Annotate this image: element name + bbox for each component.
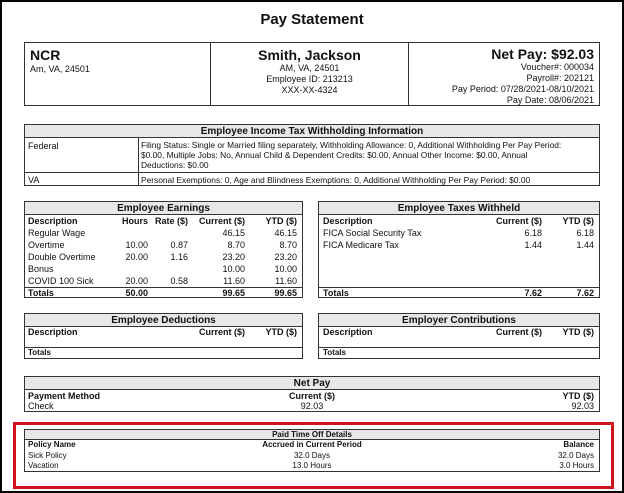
taxes-row-current: 1.44: [524, 240, 542, 250]
payroll-number: Payroll#: 202121: [526, 73, 594, 83]
net-pay-col-method: Payment Method: [28, 391, 101, 401]
earnings-totals-label: Totals: [28, 288, 54, 298]
deductions-col-description: Description: [28, 327, 78, 337]
earnings-row-current: 10.00: [222, 264, 245, 274]
earnings-row-rate: 0.58: [170, 276, 188, 286]
pto-row-accrued: 32.0 Days: [293, 451, 331, 460]
earnings-totals-current: 99.65: [222, 288, 245, 298]
taxes-header: Employee Taxes Withheld: [319, 202, 599, 215]
earnings-row-ytd: 8.70: [279, 240, 297, 250]
page-title: Pay Statement: [260, 11, 364, 28]
earnings-col-hours: Hours: [121, 216, 148, 226]
earnings-row-description: Bonus: [28, 264, 54, 274]
earnings-row-rate: 1.16: [170, 252, 188, 262]
federal-text-3: Deductions: $0.00: [141, 160, 209, 170]
taxes-col-ytd: YTD ($): [562, 216, 594, 226]
earnings-row-description: COVID 100 Sick: [28, 276, 94, 286]
earnings-col-ytd: YTD ($): [265, 216, 297, 226]
taxes-row-description: FICA Social Security Tax: [323, 228, 422, 238]
taxes-col-description: Description: [323, 216, 373, 226]
pay-period: Pay Period: 07/28/2021-08/10/2021: [451, 84, 594, 94]
net-pay-method: Check: [28, 401, 54, 411]
taxes-totals-label: Totals: [323, 288, 349, 298]
earnings-row-current: 8.70: [227, 240, 245, 250]
deductions-totals-label: Totals: [28, 348, 51, 357]
contributions-header: Employer Contributions: [319, 314, 599, 327]
earnings-row-description: Double Overtime: [28, 252, 96, 262]
net-pay-col-current: Current ($): [288, 391, 335, 401]
voucher-number: Voucher#: 000034: [520, 62, 594, 72]
earnings-totals-ytd: 99.65: [274, 288, 297, 298]
employee-address: AM, VA, 24501: [279, 63, 340, 73]
net-pay-current: 92.03: [300, 401, 324, 411]
pto-header: Paid Time Off Details: [25, 430, 599, 440]
earnings-row-current: 11.60: [223, 276, 245, 286]
earnings-row-ytd: 23.20: [274, 252, 297, 262]
pto-row-accrued: 13.0 Hours: [292, 461, 332, 470]
net-pay-col-ytd: YTD ($): [562, 391, 594, 401]
pto-row-policy: Vacation: [28, 461, 59, 470]
net-pay-ytd: 92.03: [571, 401, 594, 411]
deductions-header: Employee Deductions: [25, 314, 302, 327]
federal-label: Federal: [28, 141, 59, 151]
employee-id: Employee ID: 213213: [266, 74, 353, 84]
pto-row-balance: 32.0 Days: [557, 451, 594, 460]
earnings-totals-hours: 50.00: [125, 288, 148, 298]
taxes-totals-ytd: 7.62: [576, 288, 594, 298]
earnings-col-current: Current ($): [198, 216, 245, 226]
withholding-header: Employee Income Tax Withholding Information: [25, 125, 599, 138]
earnings-row-current: 46.15: [222, 228, 245, 238]
earnings-col-description: Description: [28, 216, 78, 226]
earnings-row-rate: 0.87: [170, 240, 188, 250]
deductions-col-ytd: YTD ($): [265, 327, 297, 337]
pto-col-accrued: Accrued in Current Period: [262, 440, 362, 449]
earnings-row-hours: 20.00: [125, 252, 148, 262]
earnings-col-rate: Rate ($): [154, 216, 188, 226]
earnings-header: Employee Earnings: [25, 202, 302, 215]
net-pay-header: Net Pay: [25, 377, 599, 390]
net-pay-amount: Net Pay: $92.03: [491, 46, 594, 62]
va-text: Personal Exemptions: 0, Age and Blindness Exemptions: 0, Additional Withholding Per Pay Period: $0.00: [141, 175, 531, 185]
contributions-col-description: Description: [323, 327, 373, 337]
employee-ssn: XXX-XX-4324: [281, 85, 338, 95]
earnings-row-description: Overtime: [28, 240, 65, 250]
deductions-col-current: Current ($): [198, 327, 245, 337]
pto-col-policy: Policy Name: [28, 440, 76, 449]
contributions-totals-label: Totals: [323, 348, 346, 357]
taxes-row-current: 6.18: [524, 228, 542, 238]
earnings-row-current: 23.20: [222, 252, 245, 262]
contributions-col-current: Current ($): [495, 327, 542, 337]
taxes-col-current: Current ($): [495, 216, 542, 226]
earnings-row-ytd: 10.00: [274, 264, 297, 274]
federal-text-1: Filing Status: Single or Married filing separately, Withholding Allowance: 0, Additional Withholding Per Pay Period:: [141, 140, 562, 150]
va-label: VA: [28, 175, 40, 185]
earnings-row-hours: 10.00: [125, 240, 148, 250]
employee-name: Smith, Jackson: [258, 47, 361, 63]
earnings-row-ytd: 46.15: [274, 228, 297, 238]
earnings-row-description: Regular Wage: [28, 228, 86, 238]
pto-col-balance: Balance: [563, 440, 594, 449]
earnings-row-hours: 20.00: [125, 276, 148, 286]
pto-row-policy: Sick Policy: [28, 451, 67, 460]
federal-text-2: $0.00, Multiple Jobs: No, Annual Child & Dependent Credits: $0.00, Annual Other Income: $0.00, Annual: [141, 150, 528, 160]
contributions-col-ytd: YTD ($): [562, 327, 594, 337]
pto-row-balance: 3.0 Hours: [559, 461, 594, 470]
taxes-row-ytd: 6.18: [576, 228, 594, 238]
pay-date: Pay Date: 08/06/2021: [506, 95, 594, 105]
employer-address: Am, VA, 24501: [30, 64, 90, 74]
taxes-row-ytd: 1.44: [576, 240, 594, 250]
taxes-row-description: FICA Medicare Tax: [323, 240, 399, 250]
earnings-row-ytd: 11.60: [275, 276, 297, 286]
taxes-totals-current: 7.62: [524, 288, 542, 298]
employer-name: NCR: [30, 47, 61, 63]
